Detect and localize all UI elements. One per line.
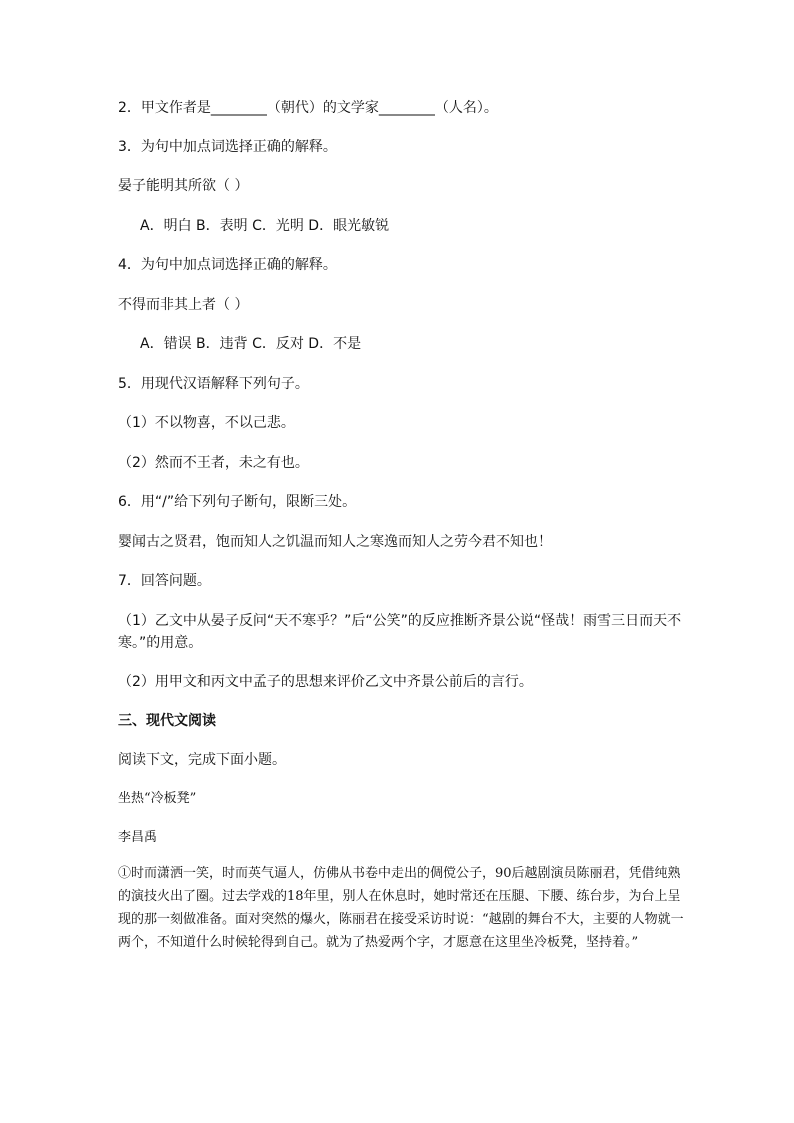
article-paragraph-1: ①时而潇洒一笑，时而英气逼人，仿佛从书卷中走出的倜傥公子，90后越剧演员陈丽君，凭借纯熟的演技火出了圈。过去学戏的18年里，别人在休息时，她时常还在压腿、下腰、练台步，为台上呈现的那一刻做准备。面对突然的爆火，陈丽君在接受采访时说：“越剧的舞台不大，主要的人物就一两个，不知道什么时候轮得到自己。就为了热爱两个字，才愿意在这里坐冷板凳，坚持着。” bbox=[118, 866, 684, 950]
question-7-item-2: （2）用甲文和丙文中孟子的思想来评价乙文中齐景公前后的言行。 bbox=[118, 674, 533, 690]
question-6-title: 6．用“/”给下列句子断句，限断三处。 bbox=[118, 494, 357, 510]
question-7-item-1: （1）乙文中从晏子反问“天不寒乎？”后“公笑”的反应推断齐景公说“怪哉！雨雪三日而天不寒。”的用意。 bbox=[118, 613, 682, 651]
question-5-item-1: （1）不以物喜，不以己悲。 bbox=[118, 415, 295, 431]
question-7-title: 7．回答问题。 bbox=[118, 573, 211, 589]
question-3-options: A．明白 B．表明 C．光明 D．眼光敏锐 bbox=[140, 218, 390, 234]
question-5-item-2: （2）然而不王者，未之有也。 bbox=[118, 455, 309, 471]
question-4-sentence: 不得而非其上者（ ） bbox=[118, 297, 249, 313]
section-heading: 三、现代文阅读 bbox=[118, 713, 216, 729]
question-2: 2．甲文作者是________（朝代）的文学家________（人名）。 bbox=[118, 100, 498, 116]
question-4-title: 4．为句中加点词选择正确的解释。 bbox=[118, 257, 337, 273]
question-3-title: 3．为句中加点词选择正确的解释。 bbox=[118, 139, 337, 155]
article-author: 李昌禹 bbox=[118, 830, 158, 845]
question-3-sentence: 晏子能明其所欲（ ） bbox=[118, 178, 249, 194]
question-4-options: A．错误 B．违背 C．反对 D．不是 bbox=[140, 336, 362, 352]
article-title: 坐热“冷板凳” bbox=[118, 791, 197, 806]
question-5-title: 5．用现代汉语解释下列句子。 bbox=[118, 376, 309, 392]
reading-instruction: 阅读下文，完成下面小题。 bbox=[118, 752, 286, 768]
question-6-sentence: 婴闻古之贤君，饱而知人之饥温而知人之寒逸而知人之劳今君不知也！ bbox=[118, 534, 552, 550]
